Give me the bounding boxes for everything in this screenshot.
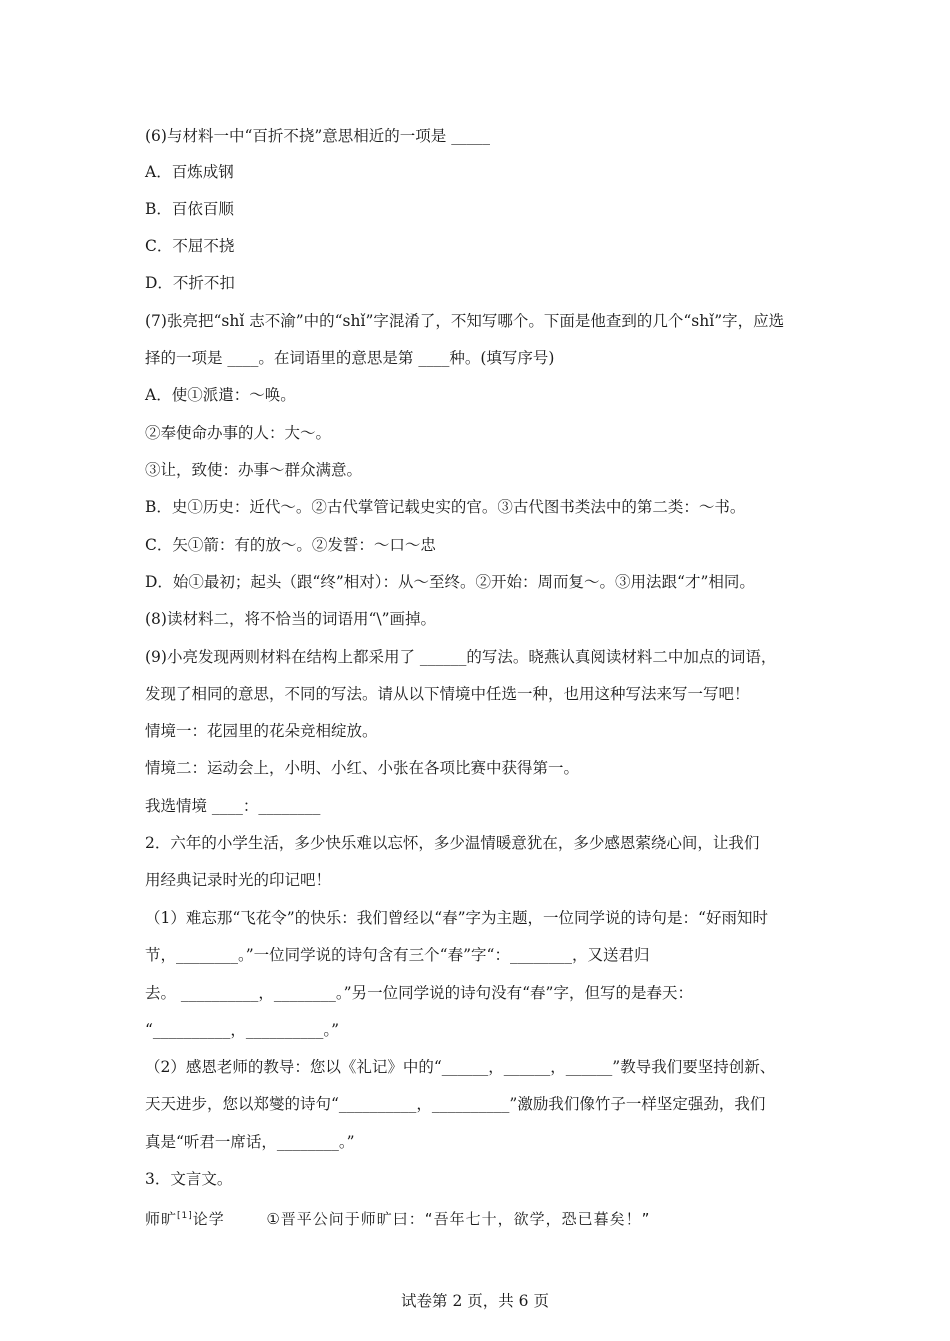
option-a: A．百炼成钢 — [145, 163, 234, 181]
option-c-meanings: C．矢①箭：有的放～。②发誓：～口～忠 — [145, 536, 436, 554]
scenario-1: 情境一：花园里的花朵竞相绽放。 — [145, 722, 378, 740]
classical-text-line — [145, 1206, 650, 1229]
question-2-2-line-3: 真是“听君一席话，________。” — [145, 1133, 355, 1151]
classical-title: 师旷 — [145, 1210, 178, 1228]
question-9-line-1: (9)小亮发现两则材料在结构上都采用了 ______的写法。晓燕认真阅读材料二中加点的词语， — [145, 648, 777, 666]
option-c: C．不屈不挠 — [145, 237, 235, 255]
scenario-2: 情境二：运动会上，小明、小红、小张在各项比赛中获得第一。 — [145, 759, 580, 777]
option-d-meanings: D．始①最初；起头（跟“终”相对）：从～至终。②开始：周而复～。③用法跟“才”相同。 — [145, 573, 755, 591]
question-7-line-1: (7)张亮把“shǐ 志不渝”中的“shǐ”字混淆了，不知写哪个。下面是他查到的几个“shǐ”字，应选 — [145, 312, 785, 330]
option-d: D．不折不扣 — [145, 274, 235, 292]
question-7-line-2: 择的一项是 ____。在词语里的意思是第 ____种。(填写序号) — [145, 349, 555, 367]
question-6: (6)与材料一中“百折不挠”意思相近的一项是 _____ — [145, 127, 490, 145]
question-2-1-line-3: 去。 __________，________。”另一位同学说的诗句没有“春”字，但写的是春天： — [145, 984, 693, 1002]
question-8: (8)读材料二，将不恰当的词语用“\”画掉。 — [145, 610, 437, 628]
option-b-meanings: B．史①历史：近代～。②古代掌管记载史实的官。③古代图书类法中的第二类：～书。 — [145, 498, 746, 516]
classical-footnote-marker: [1] — [177, 1211, 193, 1221]
question-2-1-line-4: “__________，__________。” — [145, 1021, 340, 1039]
question-9-line-2: 发现了相同的意思，不同的写法。请从以下情境中任选一种，也用这种写法来写一写吧！ — [145, 685, 750, 703]
option-a-meaning-3: ③让，致使：办事～群众满意。 — [145, 461, 363, 479]
question-3-heading: 3．文言文。 — [145, 1170, 233, 1188]
question-2-line-1: 2．六年的小学生活，多少快乐难以忘怀，多少温情暖意犹在，多少感恩萦绕心间，让我们 — [145, 834, 760, 852]
page-footer: 试卷第 2 页，共 6 页 — [401, 1292, 549, 1310]
question-2-line-2: 用经典记录时光的印记吧！ — [145, 871, 332, 889]
option-a-meaning-1: A．使①派遣：～唤。 — [145, 386, 296, 404]
scenario-answer: 我选情境 ____：________ — [145, 797, 321, 815]
question-2-2-line-2: 天天进步，您以郑燮的诗句“__________，__________”激励我们像竹子一样坚定强劲，我们 — [145, 1095, 766, 1113]
classical-title-rest: 论学 — [192, 1210, 225, 1228]
option-b: B．百依百顺 — [145, 200, 234, 218]
classical-paragraph-1: ①晋平公问于师旷曰：“吾年七十，欲学，恐已暮矣！” — [266, 1210, 651, 1228]
question-2-1-line-1: （1）难忘那“飞花令”的快乐：我们曾经以“春”字为主题，一位同学说的诗句是：“好雨知时 — [145, 909, 768, 927]
question-2-1-line-2: 节，________。”一位同学说的诗句含有三个“春”字“：________，又送君归 — [145, 946, 650, 964]
question-2-2-line-1: （2）感恩老师的教导：您以《礼记》中的“______，______，______”教导我们要坚持创新、 — [145, 1058, 776, 1076]
option-a-meaning-2: ②奉使命办事的人：大～。 — [145, 424, 332, 442]
